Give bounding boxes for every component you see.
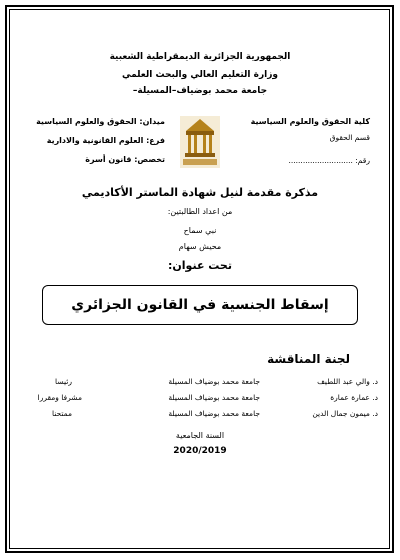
branch-label: فرع: العلوم القانونية والادارية <box>46 136 165 145</box>
jury-member-name: د. عمارة عمارة <box>330 393 378 402</box>
student-1: نبي سماح <box>183 226 217 235</box>
academic-year: 2020/2019 <box>173 446 227 456</box>
department-name: قسم الحقوق <box>329 133 370 142</box>
jury-row <box>0 393 400 407</box>
republic-name: الجمهورية الجزائرية الديمقراطية الشعبية <box>109 52 291 62</box>
jury-member-role: مشرفا ومقررا <box>37 393 82 402</box>
jury-member-name: د. والي عبد اللطيف <box>317 377 378 386</box>
student-2: محيش سهام <box>178 242 222 251</box>
thesis-title: إسقاط الجنسية في القانون الجزائري <box>71 297 329 313</box>
jury-member-university: جامعة محمد بوضياف المسيلة <box>168 393 260 402</box>
field-label: ميدان: الحقوق والعلوم السياسية <box>36 117 165 126</box>
jury-heading: لجنة المناقشة <box>267 352 350 366</box>
thesis-title-box <box>42 285 358 325</box>
jury-member-university: جامعة محمد بوضياف المسيلة <box>168 409 260 418</box>
specialty-label: تخصص: قانون أسرة <box>85 155 165 164</box>
jury-member-role: ممتحنا <box>51 409 72 418</box>
jury-member-role: رئيسا <box>55 377 72 386</box>
faculty-name: كلية الحقوق والعلوم السياسية <box>250 117 370 126</box>
jury-row <box>0 409 400 423</box>
academic-year-label: السنة الجامعية <box>175 431 225 440</box>
university-name: جامعة محمد بوضياف–المسيلة– <box>132 86 268 96</box>
under-title-label: تحت عنوان: <box>168 259 232 272</box>
jury-row <box>0 377 400 391</box>
degree-line: مذكرة مقدمة لنيل شهادة الماستر الأكاديمي <box>81 186 319 199</box>
jury-member-university: جامعة محمد بوضياف المسيلة <box>168 377 260 386</box>
ministry-name: وزارة التعليم العالي والبحث العلمي <box>121 70 279 80</box>
prepared-by: من اعداد الطالبتين: <box>167 207 233 216</box>
university-logo <box>180 116 220 168</box>
jury-member-name: د. ميمون جمال الدين <box>312 409 378 418</box>
reference-number: رقم: ........................... <box>288 156 370 165</box>
